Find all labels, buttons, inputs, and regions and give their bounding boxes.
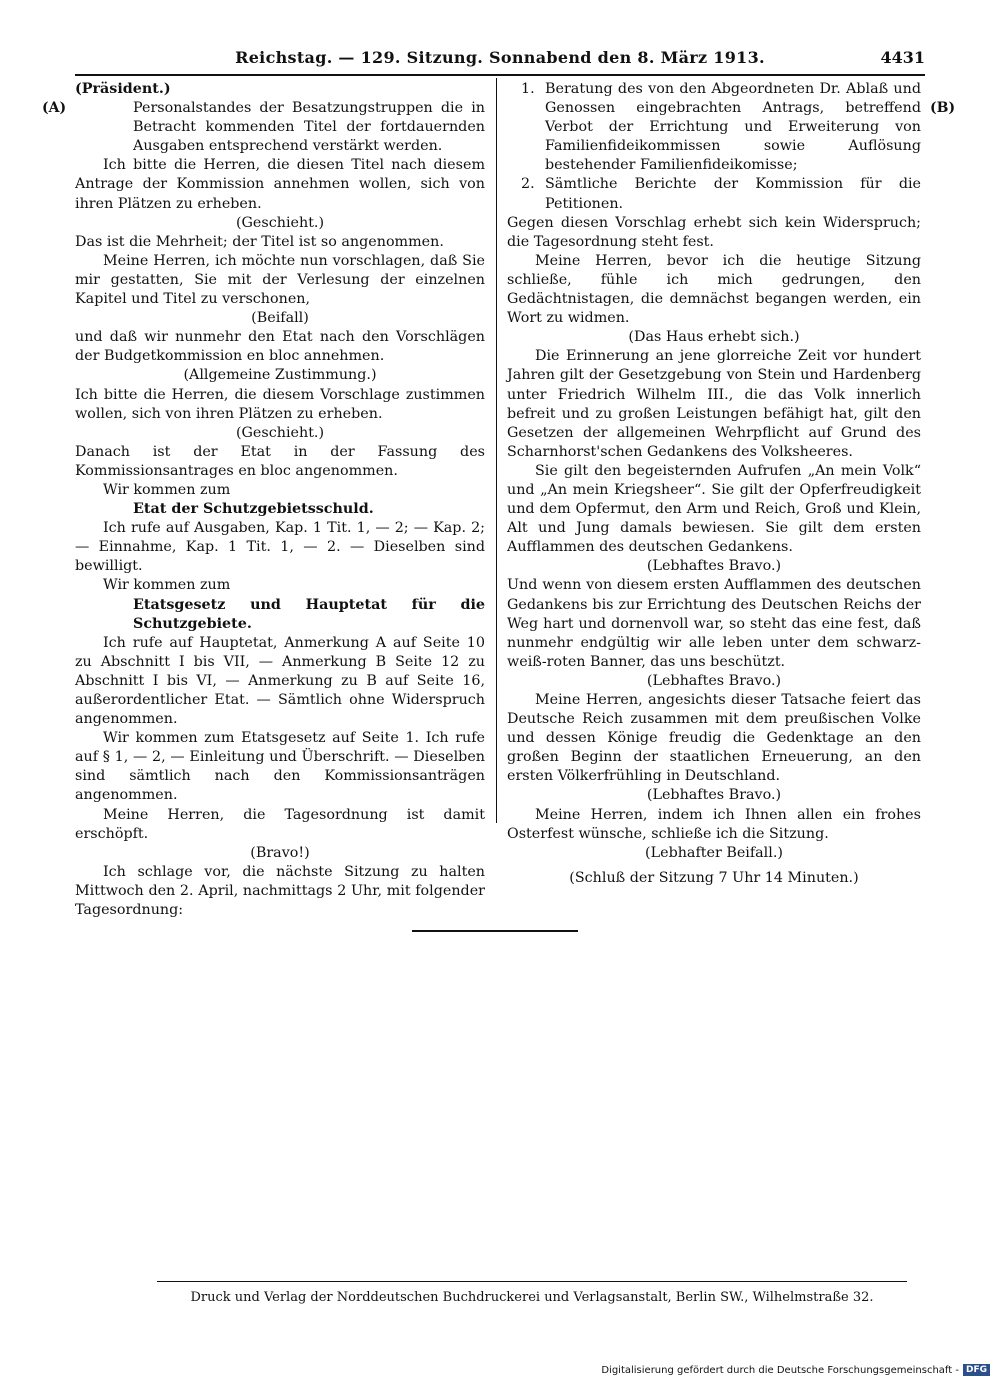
paragraph: Ich schlage vor, die nächste Sitzung zu halten Mittwoch den 2. April, nachmittags 2 Uhr, mit folgender Tagesordnung: xyxy=(75,863,485,919)
paragraph: Gegen diesen Vorschlag erhebt sich kein Widerspruch; die Tagesordnung steht fest. xyxy=(507,214,921,250)
section-heading: Etatsgesetz und Hauptetat für die Schutzgebiete. xyxy=(133,596,485,632)
right-column xyxy=(507,80,921,888)
margin-marker-a: (A) xyxy=(42,100,67,116)
agenda-item xyxy=(507,80,921,175)
agenda-item xyxy=(507,175,921,213)
left-column xyxy=(75,80,485,920)
digitization-credit xyxy=(601,1364,990,1376)
digitization-text: Digitalisierung gefördert durch die Deutsche Forschungsgemeinschaft - xyxy=(601,1364,959,1376)
paragraph: Personalstandes der Besatzungstruppen die in Betracht kommenden Titel der fortdauernden Ausgaben entsprechend verstärkt werden. xyxy=(133,100,485,155)
end-rule xyxy=(412,930,578,932)
paragraph: Ich rufe auf Ausgaben, Kap. 1 Tit. 1, — 2; — Kap. 2; — Einnahme, Kap. 1 Tit. 1, — 2. — Dieselben sind bewilligt. xyxy=(75,520,485,575)
margin-marker-b: (B) xyxy=(930,100,956,116)
paragraph: Meine Herren, die Tagesordnung ist damit erschöpft. xyxy=(75,806,485,842)
paragraph: Das ist die Mehrheit; der Titel ist so angenommen. xyxy=(75,233,444,250)
column-divider xyxy=(496,78,497,823)
reaction: (Lebhaftes Bravo.) xyxy=(646,558,782,575)
paragraph: Danach ist der Etat in der Fassung des Kommissionsantrages en bloc angenommen. xyxy=(75,443,485,479)
agenda-list xyxy=(507,80,921,214)
paragraph: Meine Herren, indem ich Ihnen allen ein frohes Osterfest wünsche, schließe ich die Sitzung. xyxy=(507,806,921,842)
dfg-logo-icon: DFG xyxy=(963,1364,990,1376)
running-title: Reichstag. — 129. Sitzung. Sonnabend den 8. März 1913. xyxy=(235,48,765,67)
paragraph: Meine Herren, angesichts dieser Tatsache feiert das Deutsche Reich zusammen mit dem preußischen Volke und dessen Könige freudig die Gedenktage an den großen Beginn der staatlichen Erneuerung, an den ersten Völkerfrühling in Deutschland. xyxy=(507,692,921,785)
reaction: (Geschieht.) xyxy=(235,214,325,231)
agenda-item-number: 2. xyxy=(521,176,535,193)
paragraph: Wir kommen zum Etatsgesetz auf Seite 1. Ich rufe auf § 1, — 2, — Einleitung und Überschrift. — Dieselben sind sämtlich nach den Kommissionsanträgen angenommen. xyxy=(75,730,485,804)
agenda-item-number: 1. xyxy=(521,81,535,97)
paragraph: Meine Herren, bevor ich die heutige Sitzung schließe, fühle ich mich gedrungen, den Gedächtnistagen, die demnächst begangen werden, ein Wort zu widmen. xyxy=(507,252,921,327)
section-heading: Etat der Schutzgebietsschuld. xyxy=(133,501,374,518)
paragraph: Und wenn von diesem ersten Aufflammen des deutschen Gedankens bis zur Errichtung des Deutschen Reichs der Weg hart und dornenvoll war, so steht das eine fest, daß nunmehr endgültig wir alle leben unter dem schwarz-weiß-roten Banner, das uns beschützt. xyxy=(507,577,921,670)
page-header xyxy=(75,48,925,72)
reaction: (Lebhafter Beifall.) xyxy=(645,844,783,861)
paragraph: Ich rufe auf Hauptetat, Anmerkung A auf Seite 10 zu Abschnitt I bis VII, — Anmerkung B Seite 12 zu Abschnitt I bis VI, — Anmerkung zu B auf Seite 16, außerordentlicher Etat. — Sämtlich ohne Widerspruch angenommen. xyxy=(75,634,485,728)
imprint: Druck und Verlag der Norddeutschen Buchdruckerei und Verlagsanstalt, Berlin SW., Wilhelmstraße 32. xyxy=(190,1290,874,1305)
reaction: (Bravo!) xyxy=(250,844,310,861)
paragraph: Wir kommen zum xyxy=(103,481,231,498)
reaction: (Das Haus erhebt sich.) xyxy=(628,329,800,346)
paragraph: Wir kommen zum xyxy=(103,577,231,594)
reaction: (Geschieht.) xyxy=(235,424,325,441)
paragraph: Ich bitte die Herren, die diesen Titel nach diesem Antrage der Kommission annehmen wollen, sich von ihren Plätzen zu erheben. xyxy=(75,157,485,212)
page-number: 4431 xyxy=(880,48,925,67)
reaction: (Allgemeine Zustimmung.) xyxy=(183,367,377,384)
speaker-label: (Präsident.) xyxy=(75,81,171,97)
reaction: (Beifall) xyxy=(251,310,309,327)
paragraph: Sie gilt den begeisternden Aufrufen „An mein Volk“ und „An mein Kriegsheer“. Sie gilt der Opferfreudigkeit und dem Opfermut, den Arm und Reich, Groß und Klein, Alt und Jung damals bewiesen. Sie gilt dem ersten Aufflammen des deutschen Gedankens. xyxy=(507,462,921,556)
reaction: (Lebhaftes Bravo.) xyxy=(646,672,782,689)
footer-rule xyxy=(157,1281,907,1282)
header-rule xyxy=(75,74,925,76)
paragraph: Die Erinnerung an jene glorreiche Zeit vor hundert Jahren gilt der Gesetzgebung von Stein und Hardenberg unter Friedrich Wilhelm III., die das Volk innerlich befreit und zu großen Leistungen befähigt hat, gilt den Gesetzen der allgemeinen Wehrpflicht auf Grund des Scharnhorst'schen Gedankens des Volksheeres. xyxy=(507,348,921,460)
session-close-note: (Schluß der Sitzung 7 Uhr 14 Minuten.) xyxy=(569,869,859,886)
reaction: (Lebhaftes Bravo.) xyxy=(646,787,782,804)
paragraph: Meine Herren, ich möchte nun vorschlagen, daß Sie mir gestatten, Sie mit der Verlesung der einzelnen Kapitel und Titel zu verschonen, xyxy=(75,252,485,308)
agenda-item-text: Sämtliche Berichte der Kommission für die Petitionen. xyxy=(545,176,921,212)
agenda-item-text: Beratung des von den Abgeordneten Dr. Ablaß und Genossen eingebrachten Antrags, betreffend Verbot der Errichtung und Erweiterung von Familienfideikommissen sowie Auflösung bestehender Familienfideikomisse; xyxy=(545,81,921,174)
paragraph: Ich bitte die Herren, die diesem Vorschlage zustimmen wollen, sich von ihren Plätzen zu erheben. xyxy=(75,386,485,422)
paragraph: und daß wir nunmehr den Etat nach den Vorschlägen der Budgetkommission en bloc annehmen. xyxy=(75,329,485,365)
